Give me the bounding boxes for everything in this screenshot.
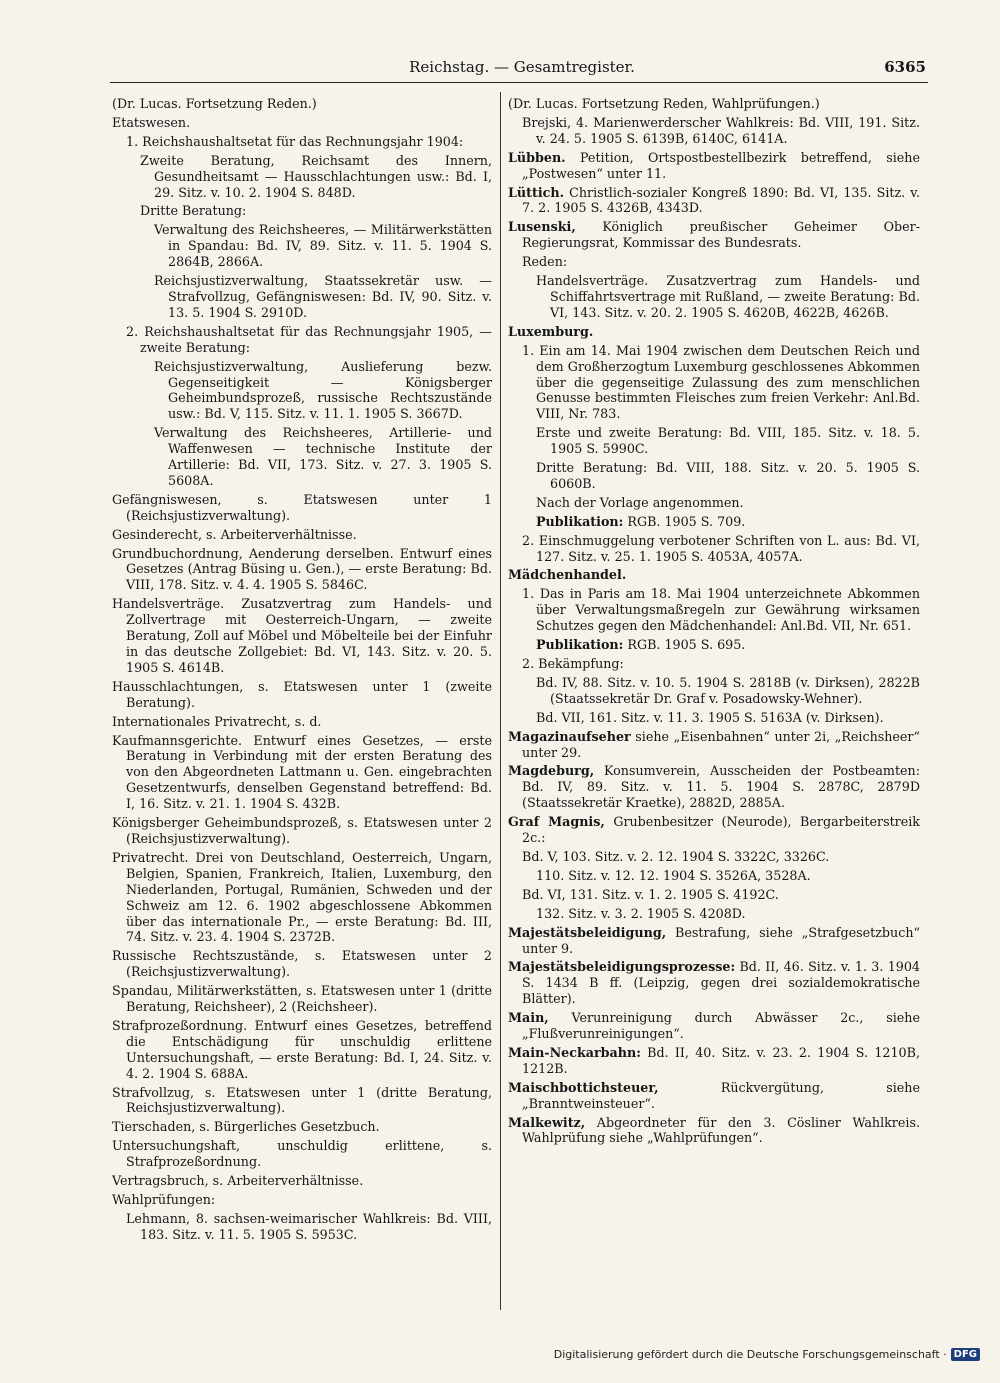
entry-head: Publikation: bbox=[536, 637, 624, 653]
index-entry bbox=[508, 906, 920, 922]
index-entry bbox=[112, 115, 492, 131]
entry-text: Gesinderecht, s. Arbeiterverhältnisse. bbox=[112, 526, 357, 542]
entry-head: Majestätsbeleidigung, bbox=[508, 924, 667, 940]
entry-text: Wahlprüfungen: bbox=[112, 1192, 216, 1207]
entry-head: Majestätsbeleidigungsprozesse: bbox=[508, 959, 736, 975]
column-separator bbox=[500, 92, 501, 1310]
index-entry bbox=[508, 324, 920, 340]
index-entry bbox=[112, 222, 492, 270]
header-rule bbox=[110, 82, 928, 83]
entry-text: Reichsjustizverwaltung, Staatssekretär usw. — Strafvollzug, Gefängniswesen: Bd. IV, 90. Sitz. v. 13. 5. 1904 S. 2910D. bbox=[154, 273, 492, 320]
entry-head: Maischbottichsteuer, bbox=[508, 1079, 659, 1095]
entry-head: Malkewitz, bbox=[508, 1114, 586, 1130]
index-entry bbox=[508, 273, 920, 321]
entry-text: Dritte Beratung: bbox=[140, 203, 247, 219]
entry-head: Graf Magnis, bbox=[508, 814, 605, 830]
index-entry bbox=[112, 527, 492, 543]
index-entry bbox=[112, 96, 492, 112]
index-entry bbox=[508, 219, 920, 251]
entry-text: Verwaltung des Reichsheeres, Artillerie- und Waffenwesen — technische Institute der Artillerie: Bd. VII, 173. Sitz. v. 27. 3. 1905 S. 5608A. bbox=[154, 425, 492, 488]
index-entry bbox=[508, 710, 920, 726]
index-entry bbox=[508, 729, 920, 761]
index-entry bbox=[508, 675, 920, 707]
entry-text: 1. Reichshaushaltsetat für das Rechnungsjahr 1904: bbox=[126, 133, 464, 149]
index-entry bbox=[508, 1115, 920, 1147]
right-column bbox=[508, 96, 920, 1149]
index-entry bbox=[508, 533, 920, 565]
index-entry bbox=[508, 637, 920, 653]
entry-text: 2. Bekämpfung: bbox=[522, 656, 624, 671]
entry-text: Brejski, 4. Marienwerderscher Wahlkreis: Bd. VIII, 191. Sitz. v. 24. 5. 1905 S. 6139B, 6140C, 6141A. bbox=[522, 114, 920, 146]
index-entry bbox=[112, 948, 492, 980]
entry-text: Erste und zweite Beratung: Bd. VIII, 185. Sitz. v. 18. 5. 1905 S. 5990C. bbox=[536, 425, 920, 457]
index-entry bbox=[112, 134, 492, 150]
entry-text: Bd. V, 103. Sitz. v. 2. 12. 1904 S. 3322C, 3326C. bbox=[522, 848, 830, 864]
index-entry bbox=[508, 150, 920, 182]
index-entry bbox=[508, 254, 920, 270]
entry-text: Untersuchungshaft, unschuldig erlittene, s. Strafprozeßordnung. bbox=[112, 1138, 492, 1170]
entry-text: Rückvergütung, siehe „Branntweinsteuer“. bbox=[522, 1079, 920, 1111]
index-entry bbox=[112, 1085, 492, 1117]
index-entry bbox=[508, 959, 920, 1007]
entry-text: Reichsjustizverwaltung, Auslieferung bezw. Gegenseitigkeit — Königsberger Geheimbundsprozeß, russische Rechtszustände usw.: Bd. V, 115. Sitz. v. 11. 1. 1905 S. 3667D. bbox=[154, 358, 492, 422]
left-column bbox=[112, 96, 492, 1246]
entry-text: RGB. 1905 S. 695. bbox=[627, 637, 746, 653]
index-entry bbox=[508, 460, 920, 492]
entry-text: Königlich preußischer Geheimer Ober-Regierungsrat, Kommissar des Bundesrats. bbox=[522, 219, 920, 251]
index-entry bbox=[508, 514, 920, 530]
index-entry bbox=[112, 1119, 492, 1135]
index-entry bbox=[508, 115, 920, 147]
index-entry bbox=[112, 596, 492, 676]
index-entry bbox=[508, 567, 920, 583]
entry-head: Publikation: bbox=[536, 513, 624, 529]
entry-text: Etatswesen. bbox=[112, 114, 191, 130]
entry-text: Grubenbesitzer (Neurode), Bergarbeiterstreik 2c.: bbox=[522, 814, 920, 846]
index-entry bbox=[508, 814, 920, 846]
entry-text: 2. Einschmuggelung verbotener Schriften von L. aus: Bd. VI, 127. Sitz. v. 25. 1. 1905 S. 4053A, 4057A. bbox=[522, 532, 920, 564]
index-entry bbox=[508, 343, 920, 423]
index-entry bbox=[508, 887, 920, 903]
index-entry bbox=[112, 324, 492, 356]
index-entry bbox=[508, 763, 920, 811]
entry-text: Verwaltung des Reichsheeres, — Militärwerkstätten in Spandau: Bd. IV, 89. Sitz. v. 11. 5. 1904 S. 2864B, 2866A. bbox=[154, 222, 492, 270]
index-entry bbox=[112, 203, 492, 219]
entry-text: Königsberger Geheimbundsprozeß, s. Etatswesen unter 2 (Reichsjustizverwaltung). bbox=[112, 815, 492, 846]
index-entry bbox=[112, 1211, 492, 1243]
index-entry bbox=[508, 586, 920, 634]
entry-text: Strafvollzug, s. Etatswesen unter 1 (dritte Beratung, Reichsjustizverwaltung). bbox=[112, 1084, 492, 1116]
entry-head: Lübben. bbox=[508, 149, 566, 165]
index-entry bbox=[508, 925, 920, 957]
entry-text: Grundbuchordnung, Aenderung derselben. Entwurf eines Gesetzes (Antrag Büsing u. Gen.), — erste Beratung: Bd. VIII, 178. Sitz. v. 4. 4. 1905 S. 5846C. bbox=[112, 545, 492, 593]
index-entry bbox=[112, 425, 492, 489]
index-entry bbox=[508, 868, 920, 884]
page-number: 6365 bbox=[884, 58, 926, 76]
entry-text: Bd. II, 46. Sitz. v. 1. 3. 1904 S. 1434 B ff. (Leipzig, gegen drei sozialdemokratische Blätter). bbox=[522, 959, 920, 1007]
entry-head: Main-Neckarbahn: bbox=[508, 1044, 641, 1060]
index-entry bbox=[112, 492, 492, 524]
index-entry bbox=[112, 1192, 492, 1208]
index-entry bbox=[508, 1080, 920, 1112]
index-entry bbox=[112, 733, 492, 813]
entry-text: RGB. 1905 S. 709. bbox=[627, 513, 746, 529]
dfg-logo: DFG bbox=[951, 1348, 980, 1361]
entry-head: Magdeburg, bbox=[508, 763, 595, 779]
entry-text: Strafprozeßordnung. Entwurf eines Gesetzes, betreffend die Entschädigung für unschuldig erlittene Untersuchungshaft, — erste Beratung: Bd. I, 24. Sitz. v. 4. 2. 1904 S. 688A. bbox=[112, 1017, 492, 1081]
entry-text: Handelsverträge. Zusatzvertrag zum Handels- und Zollvertrage mit Oesterreich-Ungarn, — zweite Beratung, Zoll auf Möbel und Möbelteile bei der Einfuhr in das deutsche Zollgebiet: Bd. VI, 143. Sitz. v. 20. 5. 1905 S. 4614B. bbox=[112, 596, 492, 675]
index-entry bbox=[508, 849, 920, 865]
entry-text: Spandau, Militärwerkstätten, s. Etatswesen unter 1 (dritte Beratung, Reichsheer), 2 (Reichsheer). bbox=[112, 983, 492, 1015]
entry-head: Mädchenhandel. bbox=[508, 567, 627, 583]
funding-note: Digitalisierung gefördert durch die Deutsche Forschungsgemeinschaft · bbox=[553, 1348, 947, 1361]
entry-text: Tierschaden, s. Bürgerliches Gesetzbuch. bbox=[112, 1119, 380, 1135]
entry-head: Main, bbox=[508, 1010, 549, 1026]
footer bbox=[554, 1348, 980, 1361]
entry-text: Christlich-sozialer Kongreß 1890: Bd. VI, 135. Sitz. v. 7. 2. 1905 S. 4326B, 4343D. bbox=[522, 184, 920, 216]
index-entry bbox=[112, 359, 492, 423]
entry-head: Magazinaufseher bbox=[508, 728, 631, 744]
entry-text: Bestrafung, siehe „Strafgesetzbuch“ unter 9. bbox=[522, 924, 920, 956]
index-entry bbox=[112, 714, 492, 730]
entry-text: 1. Ein am 14. Mai 1904 zwischen dem Deutschen Reich und dem Großherzogtum Luxemburg geschlossenes Abkommen über die gegenseitige Zulassung des zum menschlichen Genusse bestimmten Fleisches zum freien Verkehr: Anl.Bd. VIII, Nr. 783. bbox=[522, 342, 920, 422]
entry-head: Lusenski, bbox=[508, 219, 576, 235]
index-entry bbox=[112, 1173, 492, 1189]
entry-text: Hausschlachtungen, s. Etatswesen unter 1 (zweite Beratung). bbox=[112, 678, 492, 710]
entry-text: Nach der Vorlage angenommen. bbox=[536, 494, 744, 510]
index-entry bbox=[112, 153, 492, 201]
entry-text: siehe „Eisenbahnen“ unter 2i, „Reichsheer“ unter 29. bbox=[522, 728, 920, 760]
entry-text: Handelsverträge. Zusatzvertrag zum Handels- und Schiffahrtsvertrage mit Rußland, — zweite Beratung: Bd. VI, 143. Sitz. v. 20. 2. 1905 S. 4620B, 4622B, 4626B. bbox=[536, 273, 920, 320]
index-entry bbox=[112, 1138, 492, 1170]
running-title: Reichstag. — Gesamtregister. bbox=[409, 58, 635, 76]
index-entry bbox=[112, 1018, 492, 1082]
index-entry bbox=[112, 273, 492, 321]
entry-text: Vertragsbruch, s. Arbeiterverhältnisse. bbox=[112, 1173, 364, 1189]
index-entry bbox=[508, 425, 920, 457]
entry-text: 1. Das in Paris am 18. Mai 1904 unterzeichnete Abkommen über Verwaltungsmaßregeln zur Gewährung wirksamen Schutzes gegen den Mädchenhandel: Anl.Bd. VII, Nr. 651. bbox=[522, 586, 920, 634]
index-entry bbox=[508, 96, 920, 112]
entry-text: Gefängniswesen, s. Etatswesen unter 1 (Reichsjustizverwaltung). bbox=[112, 491, 492, 523]
entry-head: Luxemburg. bbox=[508, 323, 594, 339]
entry-text: Bd. IV, 88. Sitz. v. 10. 5. 1904 S. 2818B (v. Dirksen), 2822B (Staatssekretär Dr. Graf v. Posadowsky-Wehner). bbox=[536, 674, 920, 706]
index-entry bbox=[112, 546, 492, 594]
index-entry bbox=[112, 679, 492, 711]
entry-text: Abgeordneter für den 3. Cösliner Wahlkreis. Wahlprüfung siehe „Wahlprüfungen“. bbox=[522, 1114, 920, 1146]
index-entry bbox=[112, 983, 492, 1015]
index-entry bbox=[508, 1010, 920, 1042]
entry-text: (Dr. Lucas. Fortsetzung Reden.) bbox=[112, 96, 317, 111]
entry-text: 132. Sitz. v. 3. 2. 1905 S. 4208D. bbox=[536, 905, 746, 921]
index-entry bbox=[112, 815, 492, 847]
entry-text: Bd. VII, 161. Sitz. v. 11. 3. 1905 S. 5163A (v. Dirksen). bbox=[536, 709, 884, 725]
index-entry bbox=[508, 1045, 920, 1077]
entry-text: Konsumverein, Ausscheiden der Postbeamten: Bd. IV, 89. Sitz. v. 11. 5. 1904 S. 2878C, 2879D (Staatssekretär Kraetke), 2882D, 2885A. bbox=[522, 763, 920, 811]
index-entry bbox=[112, 850, 492, 945]
index-entry bbox=[508, 656, 920, 672]
entry-text: Reden: bbox=[522, 254, 568, 270]
entry-text: 2. Reichshaushaltsetat für das Rechnungsjahr 1905, — zweite Beratung: bbox=[126, 323, 492, 355]
entry-text: Petition, Ortspostbestellbezirk betreffend, siehe „Postwesen“ unter 11. bbox=[522, 149, 920, 181]
entry-text: Bd. VI, 131. Sitz. v. 1. 2. 1905 S. 4192C. bbox=[522, 886, 779, 902]
entry-text: Privatrecht. Drei von Deutschland, Oesterreich, Ungarn, Belgien, Spanien, Frankreich, Italien, Luxemburg, den Niederlanden, Portugal, Rumänien, Schweden und der Schweiz am 12. 6. 1902 abgeschlossene Abkommen über das internationale Pr., — erste Beratung: Bd. III, 74. Sitz. v. 23. 4. 1904 S. 2372B. bbox=[112, 849, 492, 945]
page-header bbox=[118, 58, 926, 80]
index-entry bbox=[508, 185, 920, 217]
entry-text: Russische Rechtszustände, s. Etatswesen unter 2 (Reichsjustizverwaltung). bbox=[112, 948, 492, 980]
index-entry bbox=[508, 495, 920, 511]
entry-text: Bd. II, 40. Sitz. v. 23. 2. 1904 S. 1210B, 1212B. bbox=[522, 1044, 920, 1076]
entry-text: Internationales Privatrecht, s. d. bbox=[112, 713, 322, 729]
entry-text: (Dr. Lucas. Fortsetzung Reden, Wahlprüfungen.) bbox=[508, 96, 820, 111]
entry-text: 110. Sitz. v. 12. 12. 1904 S. 3526A, 3528A. bbox=[536, 867, 811, 883]
entry-text: Lehmann, 8. sachsen-weimarischer Wahlkreis: Bd. VIII, 183. Sitz. v. 11. 5. 1905 S. 5953C. bbox=[126, 1210, 492, 1242]
entry-text: Dritte Beratung: Bd. VIII, 188. Sitz. v. 20. 5. 1905 S. 6060B. bbox=[536, 460, 920, 491]
entry-text: Verunreinigung durch Abwässer 2c., siehe „Flußverunreinigungen“. bbox=[522, 1010, 920, 1042]
entry-head: Lüttich. bbox=[508, 184, 565, 200]
entry-text: Kaufmannsgerichte. Entwurf eines Gesetzes, — erste Beratung in Verbindung mit der ersten Beratung des von den Abgeordneten Lattmann u. Gen. eingebrachten Gesetzentwurfs, denselben Gegenstand betreffend: Bd. I, 16. Sitz. v. 21. 1. 1904 S. 432B. bbox=[112, 732, 492, 812]
entry-text: Zweite Beratung, Reichsamt des Innern, Gesundheitsamt — Hausschlachtungen usw.: Bd. I, 29. Sitz. v. 10. 2. 1904 S. 848D. bbox=[140, 152, 492, 200]
